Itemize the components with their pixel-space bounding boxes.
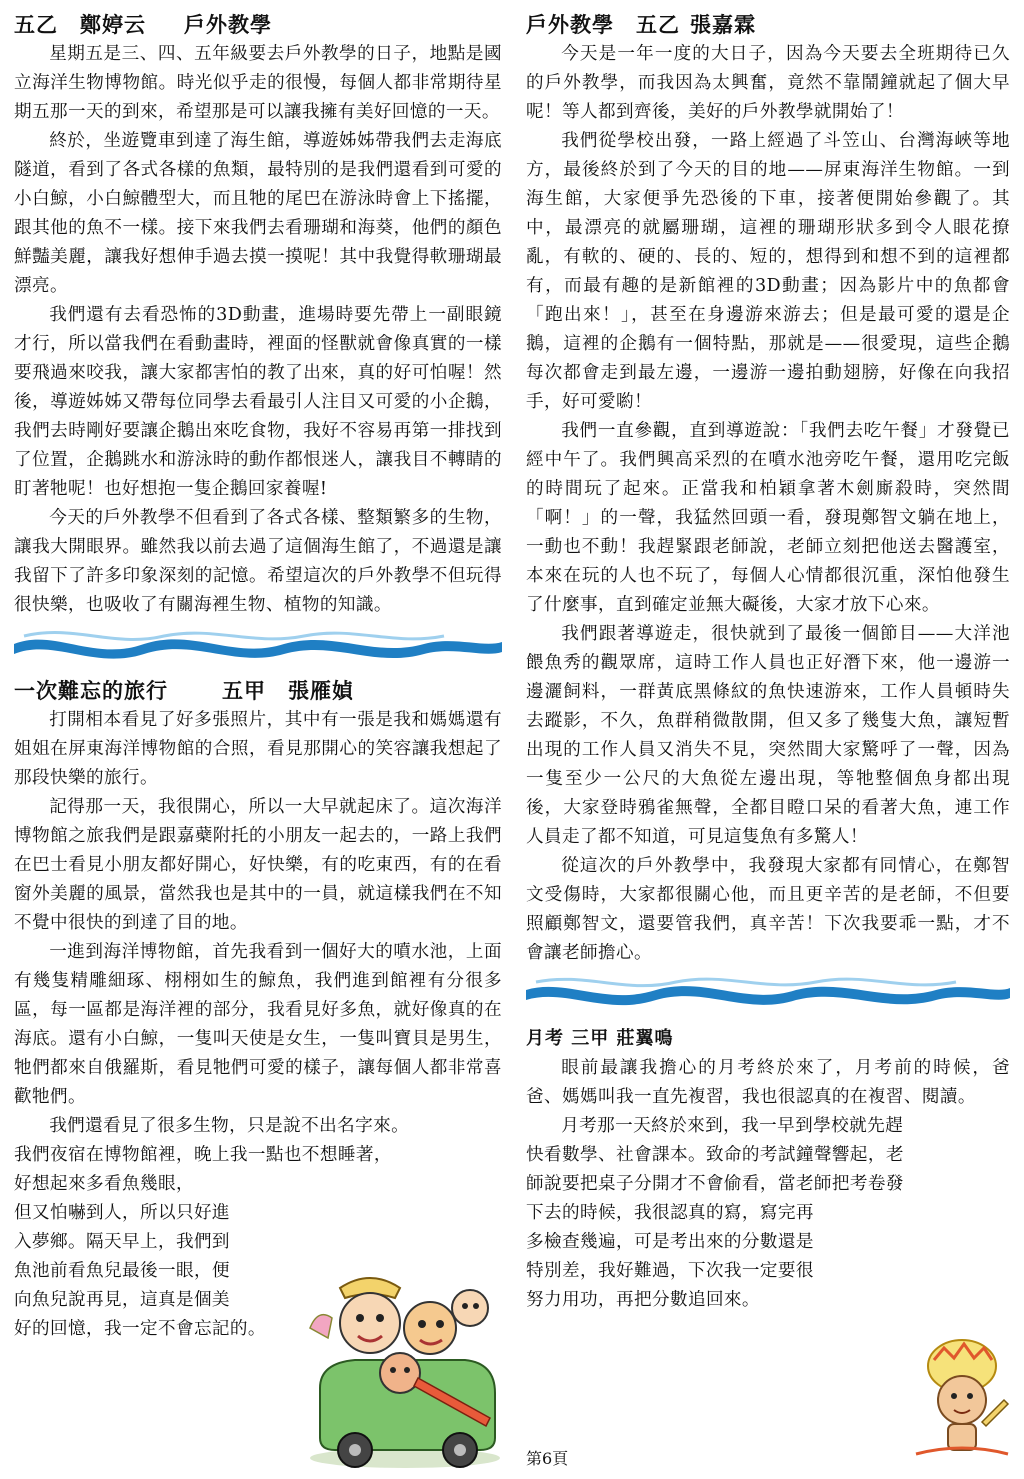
paragraph-line: 月考那一天終於來到，我一早到學校就先趕 [561,1116,904,1136]
article-memorable-trip [14,676,502,1344]
article-outdoor-trip-1 [14,10,502,620]
paragraph: 星期五是三、四、五年級要去戶外教學的日子，地點是國立海洋生物博物館。時光似乎走的很慢，每個人都非常期待星期五那一天的到來，希望那是可以讓我擁有美好回憶的一天。 [14,44,502,122]
article-title [14,676,502,706]
wave-divider [526,970,1010,1018]
title-author: 張嘉霖 [690,13,756,37]
paragraph: 打開相本看見了好多張照片，其中有一張是我和媽媽還有姐姐在屏東海洋博物館的合照，看見那開心的笑容讓我想起了那段快樂的旅行。 [14,710,502,788]
title-author: 五乙 鄭婷云 [14,13,146,37]
paragraph-line: 我們夜宿在博物館裡，晚上我一點也不想睡著， [14,1145,392,1165]
paragraph-line: 但又怕嚇到人，所以只好進 [14,1203,230,1223]
left-column [14,10,502,1344]
paragraph-line: 向魚兒說再見，這真是個美 [14,1290,230,1310]
paragraph: 一進到海洋博物館，首先我看到一個好大的噴水池，上面有幾隻精雕細琢、栩栩如生的鯨魚，我們進到館裡有分很多區，每一區都是海洋裡的部分，我看見好多魚，就好像真的在海底。還有小白鯨，一隻叫天使是女生，一隻叫寶貝是男生，牠們都來自俄羅斯，看見牠們可愛的樣子，讓每個人都非常喜歡牠們。 [14,942,502,1107]
article-monthly-exam [526,1024,1010,1315]
paragraph-line: 好的回憶，我一定不會忘記的。 [14,1319,266,1339]
article-title: 月考 三甲 莊翼鳴 [526,1028,674,1049]
article-title [14,10,502,40]
page-number: 第6頁 [526,1449,569,1468]
paragraph: 今天的戶外教學不但看到了各式各樣、整類繁多的生物，讓我大開眼界。雖然我以前去過了這個海生館了，不過還是讓我留下了許多印象深刻的記憶。希望這次的戶外教學不但玩得很快樂，也吸收了有關海裡生物、植物的知識。 [14,508,502,615]
title-text: 戶外教學 [184,13,272,37]
paragraph-line: 快看數學、社會課本。致命的考試鐘聲響起，老 [526,1145,904,1165]
paragraph-line: 特別差，我好難過，下次我一定要很 [526,1261,814,1281]
paragraph-line: 好想起來多看魚幾眼， [14,1174,194,1194]
family-car-clipart [300,1268,510,1473]
paragraph-line: 師說要把桌子分開才不會偷看，當老師把考卷發 [526,1174,904,1194]
paragraph: 我們還有去看恐怖的3D動畫，進場時要先帶上一副眼鏡才行，所以當我們在看動畫時，裡面的怪獸就會像真實的一樣要飛過來咬我，讓大家都害怕的教了出來，真的好可怕喔！然後，導遊姊姊又帶每位同學去看最引人注目又可愛的小企鵝，我們去時剛好要讓企鵝出來吃食物，我好不容易再第一排找到了位置，企鵝跳水和游泳時的動作都恨迷人，讓我目不轉睛的盯著牠呢！也好想抱一隻企鵝回家養喔! [14,305,502,499]
wave-divider [14,622,502,670]
right-column [526,10,1010,1315]
paragraph: 終於，坐遊覽車到達了海生館，導遊姊姊帶我們去走海底隧道，看到了各式各樣的魚類，最特別的是我們還看到可愛的小白鯨，小白鯨體型大，而且牠的尾巴在游泳時會上下搖擺，跟其他的魚不一樣。接下來我們去看珊瑚和海葵，他們的顏色鮮豔美麗，讓我好想伸手過去摸一摸呢！其中我覺得軟珊瑚最漂亮。 [14,131,502,296]
paragraph-line: 努力用功，再把分數追回來。 [526,1290,760,1310]
paragraph: 記得那一天，我很開心，所以一大早就起床了。這次海洋博物館之旅我們是跟嘉蘗附托的小朋友一起去的，一路上我們在巴士看見小朋友都好開心，好快樂，有的吃東西，有的在看窗外美麗的風景，當然我也是其中的一員，就這樣我們在不知不覺中很快的到達了目的地。 [14,797,502,933]
paragraph: 從這次的戶外教學中，我發現大家都有同情心，在鄭智文受傷時，大家都很關心他，而且更辛苦的是老師，不但要照顧鄭智文，還要管我們，真辛苦！下次我要乖一點，才不會讓老師擔心。 [526,856,1010,963]
article-title [526,10,1010,40]
title-text: 戶外教學 五乙 [526,13,680,37]
paragraph: 今天是一年一度的大日子，因為今天要去全班期待已久的戶外教學，而我因為太興奮，竟然不靠鬧鐘就起了個大早呢！等人都到齊後，美好的戶外教學就開始了！ [526,44,1010,122]
paragraph-line: 魚池前看魚兒最後一眼，便 [14,1261,230,1281]
paragraph-line: 入夢鄉。隔天早上，我們到 [14,1232,230,1252]
paragraph: 眼前最讓我擔心的月考終於來了，月考前的時候，爸爸、媽媽叫我一直先複習，我也很認真的在複習、閱讀。 [526,1058,1010,1107]
title-text: 一次難忘的旅行 [14,679,168,703]
paragraph: 我們從學校出發，一路上經過了斗笠山、台灣海峽等地方，最後終於到了今天的目的地——屏東海洋生物館。一到海生館，大家便爭先恐後的下車，接著便開始參觀了。其中，最漂亮的就屬珊瑚，這裡的珊瑚形狀多到令人眼花撩亂，有軟的、硬的、長的、短的，想得到和想不到的這裡都有，而最有趣的是新館裡的3D動畫；因為影片中的魚都會「跑出來！」，甚至在身邊游來游去；但是最可愛的還是企鵝，這裡的企鵝有一個特點，那就是——很愛現，這些企鵝每次都會走到最左邊，一邊游一邊拍動翅膀，好像在向我招手，好可愛喲！ [526,131,1010,412]
title-author: 五甲 張雁媜 [222,679,354,703]
article-outdoor-trip-2 [526,10,1010,968]
paragraph-line: 我們還看見了很多生物，只是說不出名字來。 [49,1116,410,1136]
paragraph-line: 下去的時候，我很認真的寫，寫完再 [526,1203,814,1223]
paragraph: 我們一直參觀，直到導遊說：「我們去吃午餐」才發覺已經中午了。我們興高采烈的在噴水池旁吃午餐，還用吃完飯的時間玩了起來。正當我和柏穎拿著木劍廝殺時，突然間「啊！」的一聲，我猛然回頭一看，發現鄭智文躺在地上，一動也不動！我趕緊跟老師說，老師立刻把他送去醫護室，本來在玩的人也不玩了，每個人心情都很沉重，深怕他發生了什麼事，直到確定並無大礙後，大家才放下心來。 [526,421,1010,615]
pencil-character-clipart [912,1330,1012,1460]
paragraph: 我們跟著導遊走，很快就到了最後一個節目——大洋池餵魚秀的觀眾席，這時工作人員也正好潛下來，他一邊游一邊灑飼料，一群黃底黑條紋的魚快速游來，工作人員頓時失去蹤影，不久，魚群稍微散開，但又多了幾隻大魚，讓短暫出現的工作人員又消失不見，突然間大家驚呼了一聲，因為一隻至少一公尺的大魚從左邊出現，等牠整個魚身都出現後，大家登時鴉雀無聲，全都目瞪口呆的看著大魚，連工作人員走了都不知道，可見這隻魚有多驚人！ [526,624,1010,847]
paragraph-line: 多檢查幾遍，可是考出來的分數還是 [526,1232,814,1252]
